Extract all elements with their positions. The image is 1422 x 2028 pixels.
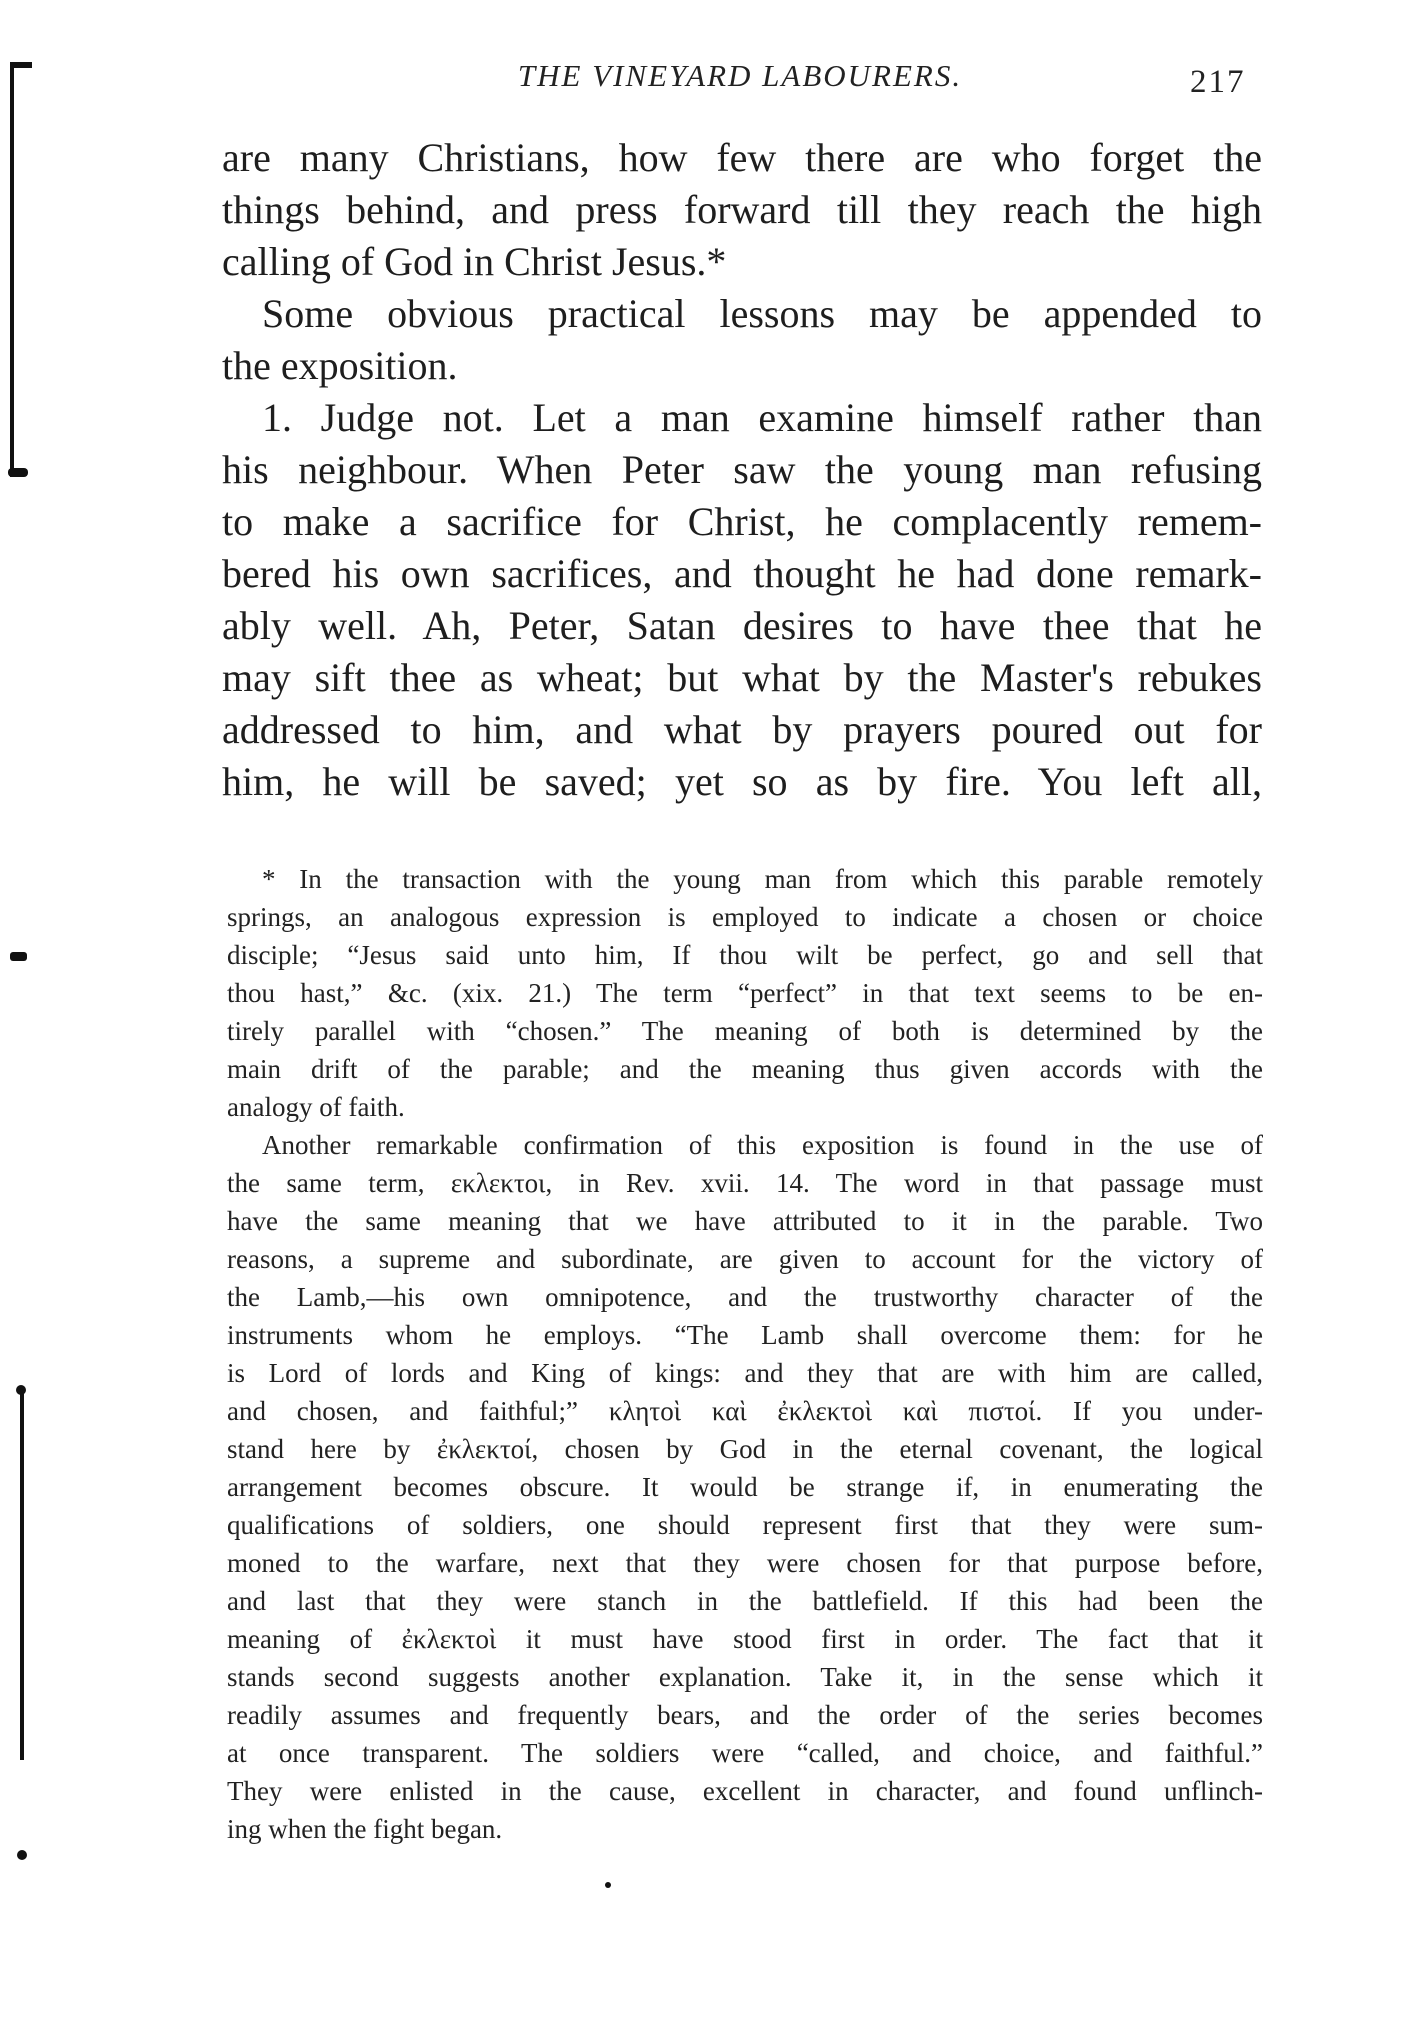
footnote-line: stands second suggests another explanation. Take it, in the sense which it [227,1662,1263,1692]
body-line: 1. Judge not. Let a man examine himself rather than [262,395,1262,440]
footnote-line: have the same meaning that we have attributed to it in the parable. Two [227,1206,1263,1236]
footnote-line: analogy of faith. [227,1092,405,1122]
footnote-line: readily assumes and frequently bears, and the order of the series becomes [227,1700,1263,1730]
footnote-line: stand here by ἐκλεκτοί, chosen by God in the eternal covenant, the logical [227,1434,1263,1464]
body-line: things behind, and press forward till they reach the high [222,187,1262,232]
footnote-line: the Lamb,—his own omnipotence, and the trustworthy character of the [227,1282,1263,1312]
body-line: bered his own sacrifices, and thought he had done remark- [222,551,1262,596]
footnote-line: main drift of the parable; and the meaning thus given accords with the [227,1054,1263,1084]
footnote-line: They were enlisted in the cause, excellent in character, and found unflinch- [227,1776,1263,1806]
footnote-line: Another remarkable confirmation of this exposition is found in the use of [262,1130,1263,1160]
footnote-line: the same term, εκλεκτοι, in Rev. xvii. 14. The word in that passage must [227,1168,1263,1198]
footnote-line: is Lord of lords and King of kings: and they that are with him are called, [227,1358,1263,1388]
footnote-line: reasons, a supreme and subordinate, are given to account for the victory of [227,1244,1263,1274]
footnote-line: instruments whom he employs. “The Lamb shall overcome them: for he [227,1320,1263,1350]
margin-bracket-bottom [20,1392,24,1760]
margin-bracket-top-cap [10,62,32,68]
footnote-line: and last that they were stanch in the battlefield. If this had been the [227,1586,1263,1616]
footnote-line: * In the transaction with the young man from which this parable remotely [262,864,1263,894]
margin-bracket-top [10,62,14,477]
margin-bracket-bottom-hook [16,1385,26,1395]
body-line: Some obvious practical lessons may be appended to [262,291,1262,336]
body-line: his neighbour. When Peter saw the young man refusing [222,447,1262,492]
footnote-line: tirely parallel with “chosen.” The meaning of both is determined by the [227,1016,1263,1046]
footnote-line: moned to the warfare, next that they were chosen for that purpose before, [227,1548,1263,1578]
footnote-line: qualifications of soldiers, one should represent first that they were sum- [227,1510,1263,1540]
footnote-line: and chosen, and faithful;” κλητοὶ καὶ ἐκλεκτοὶ καὶ πιστοί. If you under- [227,1396,1263,1426]
body-line: him, he will be saved; yet so as by fire. You left all, [222,759,1262,804]
footnote-line: springs, an analogous expression is employed to indicate a chosen or choice [227,902,1263,932]
footnote-line: at once transparent. The soldiers were “called, and choice, and faithful.” [227,1738,1263,1768]
footnote-line: arrangement becomes obscure. It would be strange if, in enumerating the [227,1472,1263,1502]
page-number: 217 [1190,64,1246,100]
body-line: may sift thee as wheat; but what by the Master's rebukes [222,655,1262,700]
footnote-line: ing when the fight began. [227,1814,503,1844]
body-line: to make a sacrifice for Christ, he complacently remem- [222,499,1262,544]
body-line: the exposition. [222,343,458,388]
footnote-line: meaning of ἐκλεκτοὶ it must have stood first in order. The fact that it [227,1624,1263,1654]
body-line: are many Christians, how few there are who forget the [222,135,1262,180]
margin-dot [10,952,27,961]
running-title: THE VINEYARD LABOURERS. [517,58,963,93]
footnote-line: thou hast,” &c. (xix. 21.) The term “perfect” in that text seems to be en- [227,978,1263,1008]
margin-bracket-bottom-end [17,1850,27,1860]
margin-bracket-top-hook [8,468,28,477]
body-line: ably well. Ah, Peter, Satan desires to have thee that he [222,603,1262,648]
body-line: calling of God in Christ Jesus.* [222,239,727,284]
body-line: addressed to him, and what by prayers poured out for [222,707,1262,752]
footnote-line: disciple; “Jesus said unto him, If thou wilt be perfect, go and sell that [227,940,1263,970]
bottom-speck [605,1882,611,1888]
